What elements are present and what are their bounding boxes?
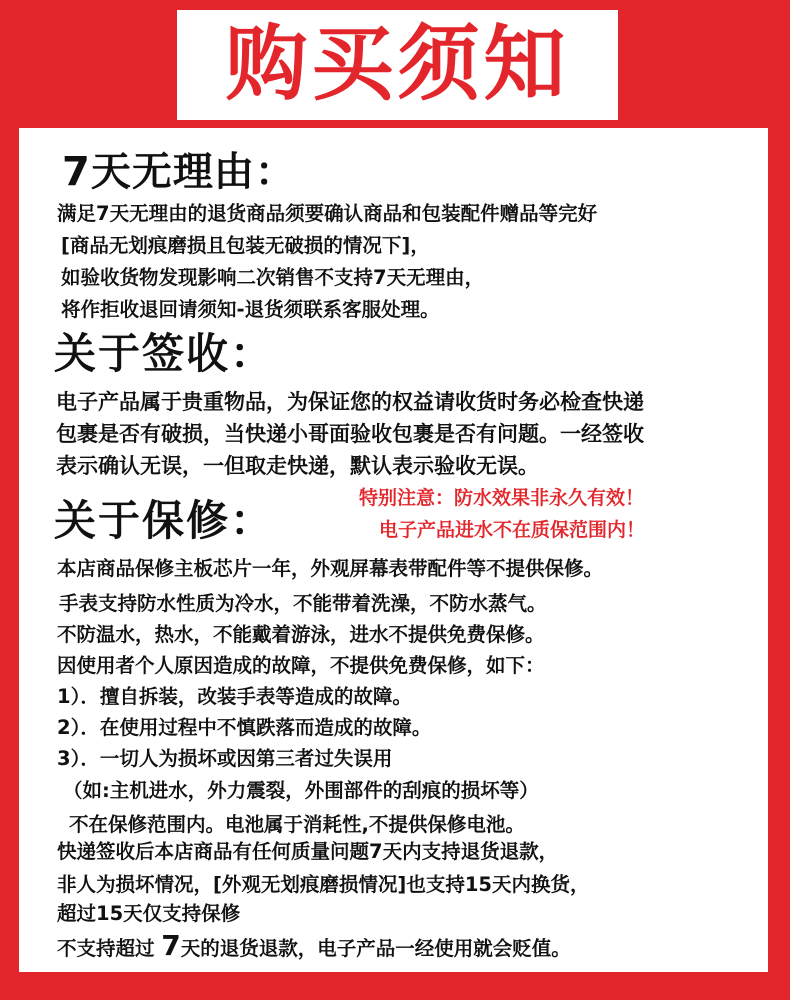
warranty-line: 本店商品保修主板芯片一年，外观屏幕表带配件等不提供保修。 <box>57 557 604 580</box>
warranty-line: 不防温水，热水，不能戴着游泳，进水不提供免费保修。 <box>57 623 545 646</box>
signing-line: 电子产品属于贵重物品，为保证您的权益请收货时务必检查快递 <box>56 390 644 414</box>
section-heading-warranty: 关于保修： <box>54 496 275 545</box>
warranty-final-line <box>57 929 571 962</box>
content-panel <box>19 128 768 972</box>
no-reason-line: 将作拒收退回请须知-退货须联系客服处理。 <box>61 298 440 321</box>
warranty-line: （如:主机进水，外力震裂，外围部件的刮痕的损坏等） <box>63 779 539 802</box>
signing-line: 包裹是否有破损，当快递小哥面验收包裹是否有问题。一经签收 <box>56 422 644 446</box>
warranty-notice: 特别注意：防水效果非永久有效！ <box>359 487 645 509</box>
no-reason-line: 满足7天无理由的退货商品须要确认商品和包装配件赠品等完好 <box>57 202 598 225</box>
title-banner <box>177 10 618 120</box>
no-reason-line: 如验收货物发现影响二次销售不支持7天无理由， <box>61 266 485 289</box>
warranty-line: 非人为损坏情况，[外观无划痕磨损情况]也支持15天内换货， <box>57 873 590 896</box>
page-title: 购买须知 <box>225 17 570 112</box>
no-reason-line: [商品无划痕磨损且包装无破损的情况下]， <box>61 234 430 257</box>
section-heading-no-reason: 7天无理由： <box>62 149 296 195</box>
warranty-notice: 电子产品进水不在质保范围内！ <box>379 519 646 541</box>
warranty-line: 2）．在使用过程中不慎跌落而造成的故障。 <box>57 716 432 739</box>
warranty-line: 不在保修范围内。电池属于消耗性,不提供保修电池。 <box>69 813 525 836</box>
section-heading-signing: 关于签收： <box>54 329 275 378</box>
warranty-line: 1）．擅自拆装，改装手表等造成的故障。 <box>57 685 412 708</box>
warranty-line: 手表支持防水性质为冷水，不能带着洗澡，不防水蒸气。 <box>59 592 547 615</box>
warranty-line: 超过15天仅支持保修 <box>57 902 241 925</box>
warranty-line: 因使用者个人原因造成的故障，不提供免费保修，如下： <box>57 654 545 677</box>
warranty-line: 快递签收后本店商品有任何质量问题7天内支持退货退款， <box>57 840 559 863</box>
signing-line: 表示确认无误，一但取走快递，默认表示验收无误。 <box>56 454 539 478</box>
final-number: 7 <box>161 929 181 962</box>
final-prefix: 不支持超过 <box>57 937 162 960</box>
warranty-line: 3）．一切人为损坏或因第三者过失误用 <box>57 747 393 770</box>
final-suffix: 天的退货退款，电子产品一经使用就会贬值。 <box>180 937 571 960</box>
